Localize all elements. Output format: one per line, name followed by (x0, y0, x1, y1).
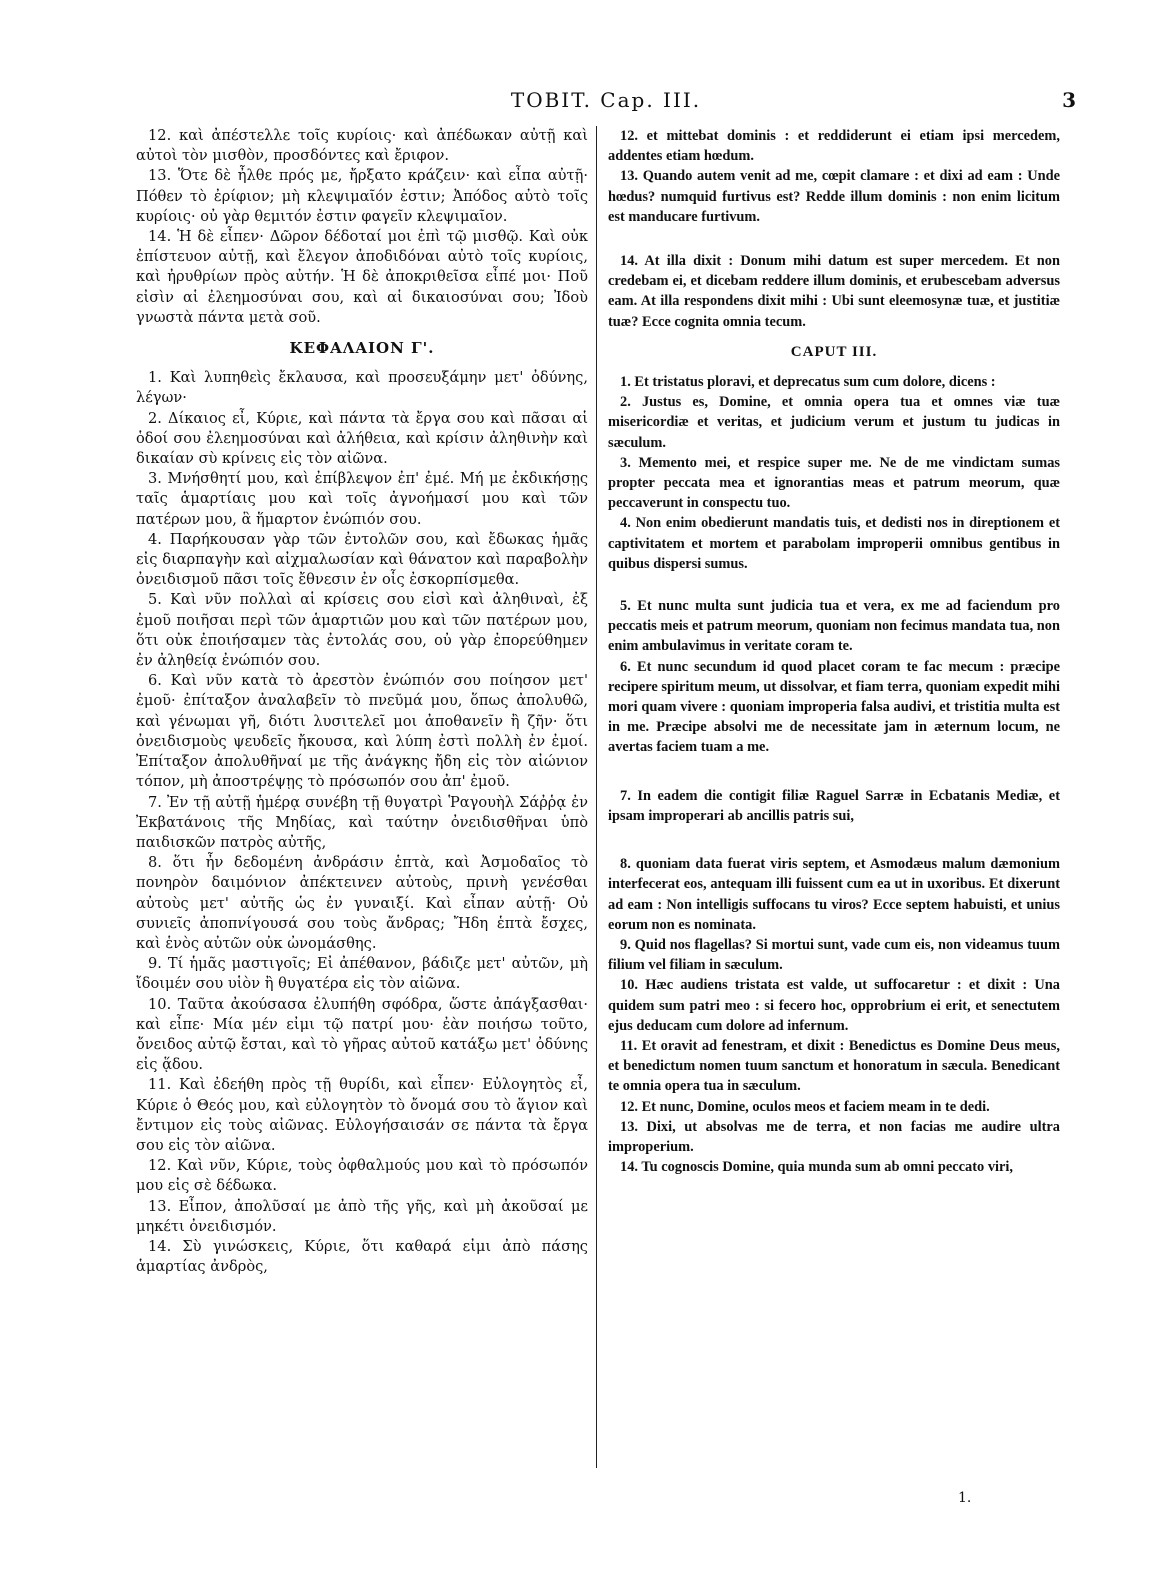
latin-verse: 4. Non enim obedierunt mandatis tuis, et dedisti nos in direptionem et captivitatem et mortem et parabolam improperii omnibus gentibus in quibus dispersi sumus. (608, 515, 1060, 572)
latin-column (608, 126, 1060, 1177)
latin-verse: 5. Et nunc multa sunt judicia tua et vera, ex me ad faciendum pro peccatis meis et patrum meorum, quoniam non fecimus mandata tua, non enim ambulavimus in veritate coram te. (608, 598, 1060, 655)
greek-verse: 3. Μνήσθητί μου, καὶ ἐπίβλεψον ἐπ' ἐμέ. Μή με ἐκδικήσῃς ταῖς ἁμαρτίαις μου καὶ τοῖς ἀγνοήμασί μου καὶ τῶν πατέρων μου, ἃ ἥμαρτον ἐνώπιόν σου. (136, 470, 588, 528)
greek-verse: 11. Καὶ ἐδεήθη πρὸς τῇ θυρίδι, καὶ εἶπεν· Εὐλογητὸς εἶ, Κύριε ὁ Θεός μου, καὶ εὐλογητὸν τὸ ὄνομά σου τὸ ἅγιον καὶ ἔντιμον εἰς τοὺς αἰῶνας. Εὐλογήσαισάν σε πάντα τὰ ἔργα σου εἰς τὸν αἰῶνα. (136, 1076, 588, 1154)
greek-verse: 10. Ταῦτα ἀκούσασα ἐλυπήθη σφόδρα, ὥστε ἀπάγξασθαι· καὶ εἶπε· Μία μέν εἰμι τῷ πατρί μου· ἐὰν ποιήσω τοῦτο, ὄνειδος αὐτῷ ἔσται, καὶ τὸ γῆρας αὐτοῦ κατάξω μετ' ὀδύνης εἰς ᾅδου. (136, 995, 588, 1074)
column-divider (596, 126, 597, 1468)
greek-verse: 9. Τί ἡμᾶς μαστιγοῖς; Εἰ ἀπέθανον, βάδιζε μετ' αὐτῶν, μὴ ἴδοιμέν σου υἱὸν ἢ θυγατέρα εἰς τὸν αἰῶνα. (136, 955, 588, 993)
greek-verse: 5. Καὶ νῦν πολλαὶ αἱ κρίσεις σου εἰσὶ καὶ ἀληθιναὶ, ἐξ ἐμοῦ ποιῆσαι περὶ τῶν ἁμαρτιῶν μου καὶ τῶν πατέρων μου, ὅτι οὐκ ἐποιήσαμεν τὰς ἐντολάς σου, οὐ γὰρ ἐπορεύθημεν ἐν ἀληθείᾳ ἐνώπιόν σου. (136, 591, 588, 670)
greek-chapter-heading: ΚΕΦΑΛΑΙΟΝ Γ'. (289, 339, 435, 358)
latin-verse: 6. Et nunc secundum id quod placet coram te fac mecum : præcipe recipere spiritum meum, ut dissolvar, et fiam terra, quoniam expedit mihi mori quam vivere : quoniam improperia falsa audivi, et tristitia multa est in me. Præcipe absolvi me de necessitate jam in æternum locum, ne avertas faciem tuam a me. (608, 658, 1060, 756)
latin-verse: 14. At illa dixit : Donum mihi datum est super mercedem. Et non credebam ei, et dicebam reddere illum dominis, et erubescebam adversus eam. At illa respondens dixit mihi : Ubi sunt eleemosynæ tuæ, et justitiæ tuæ? Ecce cognita omnia tecum. (608, 253, 1060, 330)
greek-verse: 1. Καὶ λυπηθεὶς ἔκλαυσα, καὶ προσευξάμην μετ' ὀδύνης, λέγων· (136, 369, 588, 407)
latin-verse: 8. quoniam data fuerat viris septem, et Asmodæus malum dæmonium interfecerat eos, antequam illi fuissent cum ea ut in uxoribus. Et dixerunt ad eam : Non intelligis suffocans tu viros? Ecce septem habuisti, et unius eorum non es nominata. (608, 856, 1060, 933)
greek-verse: 13. Ὅτε δὲ ἦλθε πρός με, ἤρξατο κράζειν· καὶ εἶπα αὐτῇ· Πόθεν τὸ ἐρίφιον; μὴ κλεψιμαῖόν ἐστιν; Ἀπόδος αὐτὸ τοῖς κυρίοις· οὐ γὰρ θεμιτόν ἐστιν φαγεῖν κλεψιμαῖον. (136, 167, 588, 225)
latin-verse: 11. Et oravit ad fenestram, et dixit : Benedictus es Domine Deus meus, et benedictum nomen tuum sanctum et honoratum in sæcula. Benedicant te omnia opera tua in sæculum. (608, 1037, 1060, 1095)
latin-verse: 1. Et tristatus ploravi, et deprecatus sum cum dolore, dicens : (620, 374, 996, 391)
greek-verse: 2. Δίκαιος εἶ, Κύριε, καὶ πάντα τὰ ἔργα σου καὶ πᾶσαι αἱ ὁδοί σου ἐλεημοσύναι καὶ ἀλήθεια, καὶ κρίσιν ἀληθινὴν καὶ δικαίαν σὺ κρίνεις εἰς τὸν αἰῶνα. (136, 409, 588, 468)
latin-verse: 2. Justus es, Domine, et omnia opera tua et omnes viæ tuæ misericordiæ et veritas, et judicium verum et justum tu judicas in sæculum. (608, 394, 1060, 451)
greek-verse: 12. καὶ ἀπέστελλε τοῖς κυρίοις· καὶ ἀπέδωκαν αὐτῇ καὶ αὐτοὶ τὸν μισθὸν, προσδόντες καὶ ἔριφον. (136, 127, 588, 165)
latin-chapter-heading: CAPUT III. (790, 343, 878, 360)
greek-verse: 14. Σὺ γινώσκεις, Κύριε, ὅτι καθαρά εἰμι ἀπὸ πάσης ἁμαρτίας ἀνδρὸς, (136, 1237, 588, 1276)
latin-verse: 10. Hæc audiens tristata est valde, ut suffocaretur : et dixit : Una quidem sum patri meo : si fecero hoc, opprobrium ei erit, et senectutem ejus deducam cum dolore ad infernum. (608, 977, 1060, 1034)
running-title: TOBIT. Cap. III. (510, 88, 702, 112)
latin-verse: 13. Quando autem venit ad me, cœpit clamare : et dixi ad eam : Unde hœdus? numquid furtivus est? Redde illum dominis : non enim licitum est manducare furtivum. (608, 168, 1060, 225)
greek-verse: 7. Ἐν τῇ αὐτῇ ἡμέρᾳ συνέβη τῇ θυγατρὶ Ῥαγουὴλ Σάῤῥᾳ ἐν Ἐκβατάνοις τῆς Μηδίας, καὶ ταύτην ὀνειδισθῆναι ὑπὸ παιδισκῶν πατρὸς αὐτῆς, (136, 793, 588, 851)
latin-verse: 3. Memento mei, et respice super me. Ne de me vindictam sumas propter peccata mea et ignorantias meas et patrum meorum, quæ peccaverunt in conspectu tuo. (608, 454, 1060, 512)
greek-column (136, 126, 588, 1277)
latin-verse: 9. Quid nos flagellas? Si mortui sunt, vade cum eis, non videamus tuum filium vel filiam in sæculum. (608, 936, 1060, 974)
signature-mark: 1. (958, 1490, 972, 1506)
greek-verse: 8. ὅτι ἦν δεδομένη ἀνδράσιν ἑπτὰ, καὶ Ἀσμοδαῖος τὸ πονηρὸν δαιμόνιον ἀπέκτεινεν αὐτοὺς, πρινὴ γενέσθαι αὐτοὺς μετ' αὐτῆς ὡς ἐν γυναιξί. Καὶ εἶπαν αὐτῇ· Οὐ συνιεῖς ἀποπνίγουσά σου τοὺς ἄνδρας; Ἤδη ἑπτὰ ἔσχες, καὶ ἑνὸς αὐτῶν οὐκ ὠνομάσθης. (136, 854, 588, 952)
greek-verse: 4. Παρήκουσαν γὰρ τῶν ἐντολῶν σου, καὶ ἔδωκας ἡμᾶς εἰς διαρπαγὴν καὶ αἰχμαλωσίαν καὶ θάνατον καὶ παραβολὴν ὀνειδισμοῦ πᾶσι τοῖς ἔθνεσιν ἐν οἷς ἐσκορπίσμεθα. (136, 530, 588, 589)
latin-verse: 7. In eadem die contigit filiæ Raguel Sarræ in Ecbatanis Mediæ, et ipsam improperari ab ancillis patris sui, (608, 787, 1060, 824)
page-number: 3 (1062, 88, 1076, 112)
greek-verse: 13. Εἶπον, ἀπολῦσαί με ἀπὸ τῆς γῆς, καὶ μὴ ἀκοῦσαί με μηκέτι ὀνειδισμόν. (136, 1197, 588, 1235)
latin-verse: 13. Dixi, ut absolvas me de terra, et non facias me audire ultra improperium. (608, 1118, 1060, 1155)
greek-verse: 6. Καὶ νῦν κατὰ τὸ ἀρεστὸν ἐνώπιόν σου ποίησον μετ' ἐμοῦ· ἐπίταξον ἀναλαβεῖν τὸ πνεῦμά μου, ὅπως ἀπολυθῶ, καὶ γένωμαι γῆ, διότι λυσιτελεῖ μοι ἀποθανεῖν ἢ ζῆν· ὅτι ὀνειδισμοὺς ψευδεῖς ἤκουσα, καὶ λύπη ἐστὶ πολλὴ ἐν ἐμοί. Ἐπίταξον ἀπολυθῆναί με τῆς ἀνάγκης ἤδη εἰς τὸν αἰώνιον τόπον, μὴ ἀποστρέψῃς τὸ πρόσωπόν σου ἀπ' ἐμοῦ. (136, 672, 588, 791)
page-header (136, 88, 1076, 118)
greek-verse: 14. Ἡ δὲ εἶπεν· Δῶρον δέδοταί μοι ἐπὶ τῷ μισθῷ. Καὶ οὐκ ἐπίστευον αὐτῇ, καὶ ἔλεγον ἀποδιδόναι αὐτὸ τοῖς κυρίοις, καὶ ἠρυθρίων πρὸς αὐτήν. Ἡ δὲ ἀποκριθεῖσα εἶπέ μοι· Ποῦ εἰσὶν αἱ ἐλεημοσύναι σου, καὶ αἱ δικαιοσύναι σου; Ἰδοὺ γνωστὰ πάντα μετὰ σοῦ. (136, 228, 588, 326)
latin-verse: 12. Et nunc, Domine, oculos meos et faciem meam in te dedi. (620, 1098, 990, 1115)
latin-verse: 12. et mittebat dominis : et reddiderunt ei etiam ipsi mercedem, addentes etiam hœdum. (608, 128, 1060, 165)
greek-verse: 12. Καὶ νῦν, Κύριε, τοὺς ὀφθαλμούς μου καὶ τὸ πρόσωπόν μου εἰς σὲ δέδωκα. (136, 1157, 588, 1195)
latin-verse: 14. Tu cognoscis Domine, quia munda sum ab omni peccato viri, (620, 1159, 1014, 1176)
